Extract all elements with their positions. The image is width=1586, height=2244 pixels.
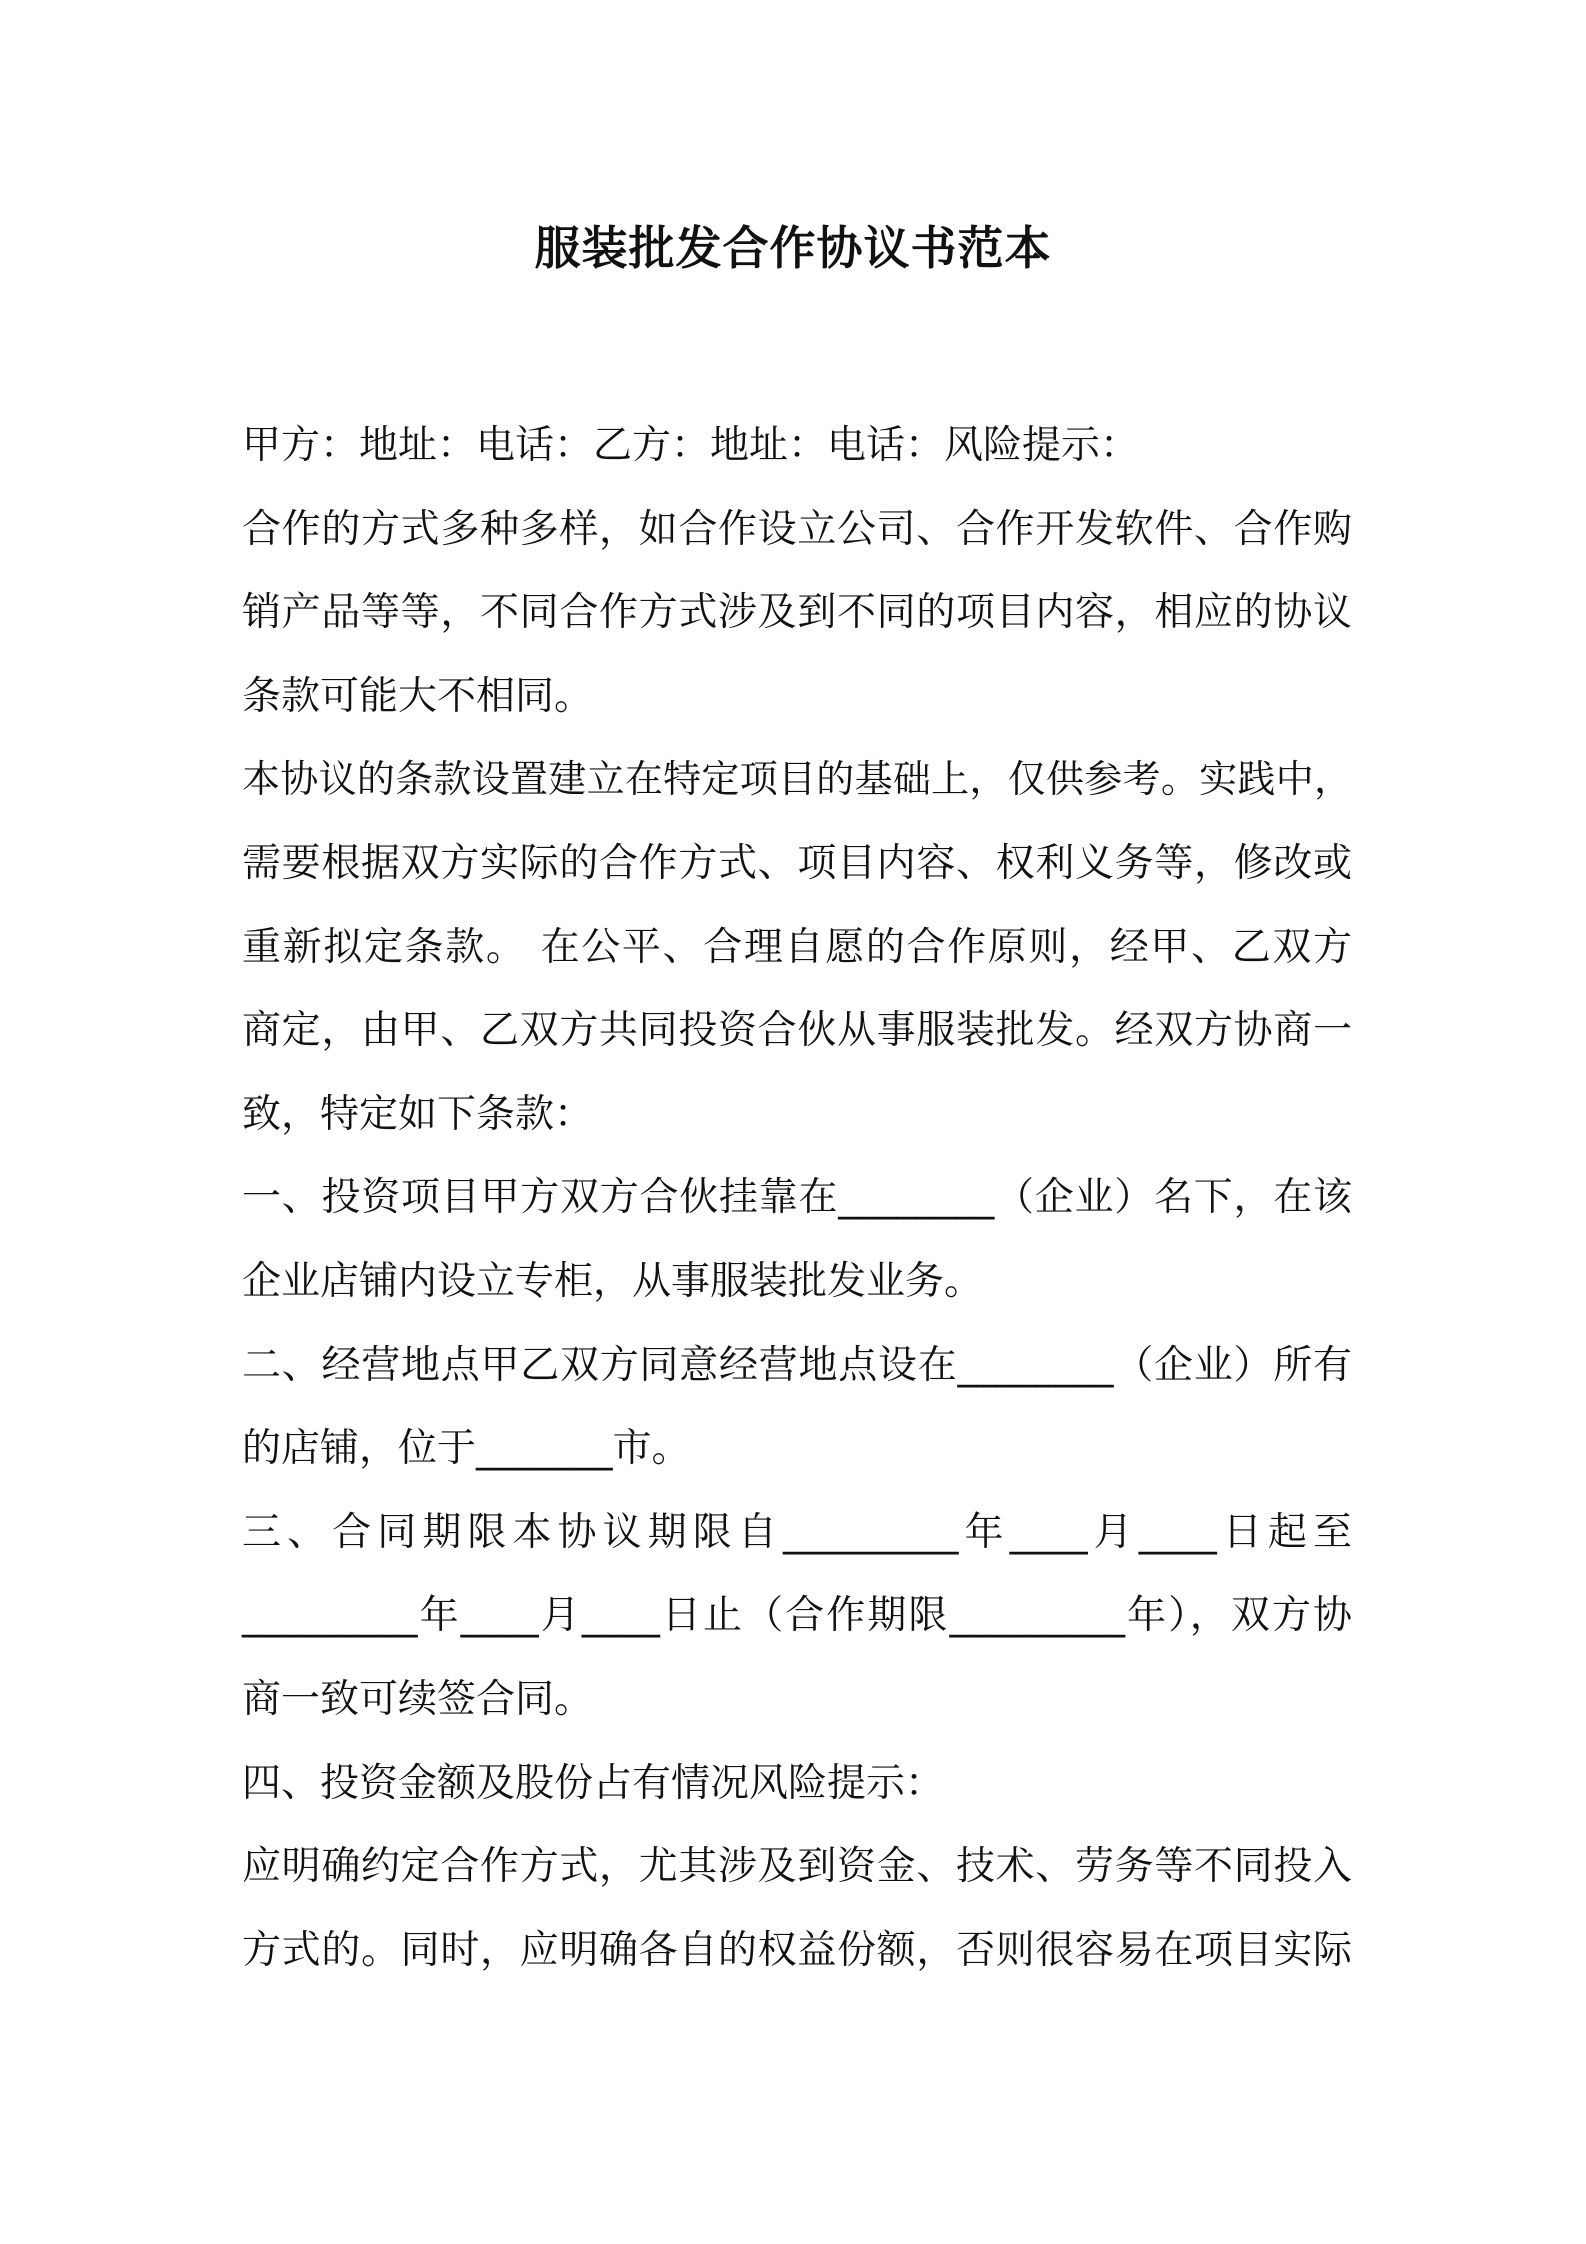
- body-line: 重新拟定条款。 在公平、合理自愿的合作原则，经甲、乙双方: [242, 924, 1352, 970]
- body-line: 方式的。同时，应明确各自的权益份额，否则很容易在项目实际: [242, 1927, 1352, 1973]
- document-title: 服装批发合作协议书范本: [534, 221, 1052, 275]
- body-line: 企业店铺内设立专柜，从事服装批发业务。: [242, 1258, 984, 1304]
- body-line: 的店铺，位于_______市。: [242, 1426, 691, 1472]
- body-line: 合作的方式多种多样，如合作设立公司、合作开发软件、合作购: [242, 506, 1352, 552]
- body-line: 销产品等等，不同合作方式涉及到不同的项目内容，相应的协议: [242, 590, 1352, 636]
- body-line: 需要根据双方实际的合作方式、项目内容、权利义务等，修改或: [242, 840, 1352, 886]
- body-line: 二、经营地点甲乙双方同意经营地点设在________（企业）所有: [242, 1342, 1352, 1388]
- body-line: 商一致可续签合同。: [242, 1676, 594, 1722]
- body-line: 致，特定如下条款：: [242, 1091, 594, 1137]
- body-line: 本协议的条款设置建立在特定项目的基础上，仅供参考。实践中，: [242, 757, 1352, 802]
- body-line: 三、合同期限本协议期限自_________年____月____日起至: [242, 1509, 1352, 1555]
- body-line: _________年____月____日止（合作期限_________年），双方协: [242, 1593, 1352, 1639]
- body-line: 条款可能大不相同。: [242, 673, 594, 719]
- body-line: 商定，由甲、乙双方共同投资合伙从事服装批发。经双方协商一: [242, 1008, 1352, 1054]
- body-line: 一、投资项目甲方双方合伙挂靠在________（企业）名下，在该: [242, 1175, 1352, 1221]
- body-line: 应明确约定合作方式，尤其涉及到资金、技术、劳务等不同投入: [242, 1844, 1352, 1890]
- body-line: 甲方：地址：电话：乙方：地址：电话：风险提示：: [242, 423, 1140, 468]
- body-line: 四、投资金额及股份占有情况风险提示：: [242, 1760, 945, 1806]
- document-body: [242, 404, 1352, 1992]
